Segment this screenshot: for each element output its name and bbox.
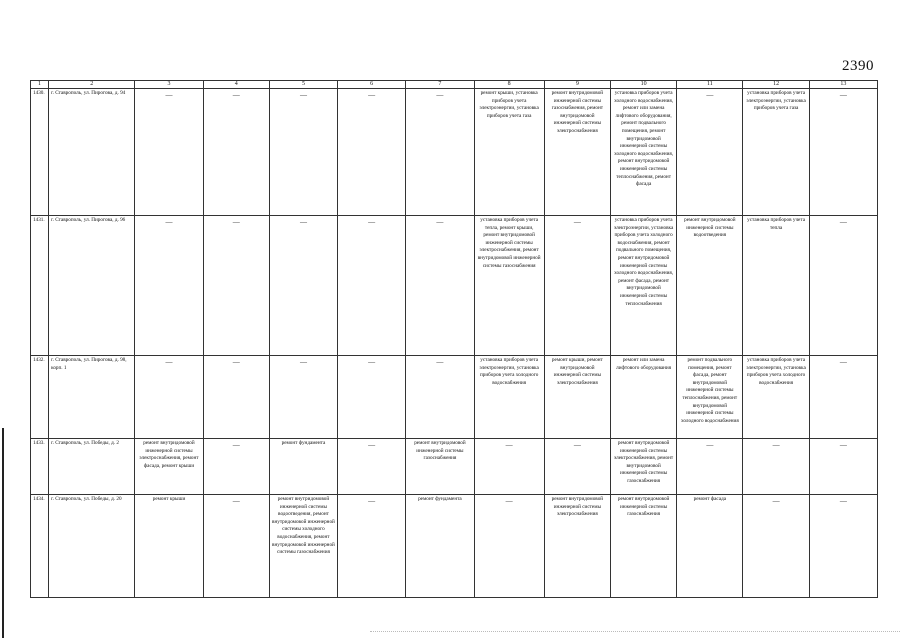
header-row xyxy=(31,81,878,89)
table-cell: — xyxy=(269,89,337,216)
table-cell: ремонт крыши, установка приборов учета электроэнергии, установка приборов учета газа xyxy=(474,89,544,216)
table-cell: — xyxy=(338,356,406,439)
row-number: 1430. xyxy=(31,89,49,216)
table-cell: установка приборов учета холодного водоснабжения, ремонт или замена лифтового оборудования, ремонт подвального помещения, ремонт внутридомовой инженерной системы холодного водоснабжения, ремонт внутридомовой инженерной системы теплоснабжения, ремонт фасада xyxy=(611,89,677,216)
table-cell: — xyxy=(203,89,269,216)
column-header: 13 xyxy=(809,81,877,89)
table-cell: — xyxy=(809,216,877,356)
table-cell: — xyxy=(135,356,203,439)
address-cell: г. Ставрополь, ул. Победы, д. 2 xyxy=(49,439,135,495)
table-row xyxy=(31,439,878,495)
table-cell: — xyxy=(203,216,269,356)
table-cell: ремонт фундамента xyxy=(269,439,337,495)
table-cell: ремонт внутридомовой инженерной системы газоснабжения xyxy=(611,495,677,598)
table-row xyxy=(31,216,878,356)
table-cell: — xyxy=(743,439,809,495)
table-cell: — xyxy=(135,216,203,356)
table-cell: — xyxy=(269,216,337,356)
table-cell: ремонт внутридомовой инженерной системы электроснабжения xyxy=(544,495,610,598)
table-cell: — xyxy=(544,439,610,495)
table-cell: установка приборов учета электроэнергии, установка приборов учета холодного водоснабжения xyxy=(743,356,809,439)
table-cell: установка приборов учета тепла xyxy=(743,216,809,356)
page-number: 2390 xyxy=(842,58,874,74)
table-cell: — xyxy=(474,495,544,598)
table-cell: — xyxy=(338,216,406,356)
row-number: 1432. xyxy=(31,356,49,439)
table-cell: — xyxy=(809,495,877,598)
table-cell: установка приборов учета электроэнергии, установка приборов учета газа xyxy=(743,89,809,216)
table-cell: — xyxy=(544,216,610,356)
table-cell: ремонт фасада xyxy=(677,495,743,598)
column-header: 12 xyxy=(743,81,809,89)
scan-noise xyxy=(370,631,900,634)
table-cell: — xyxy=(743,495,809,598)
address-cell: г. Ставрополь, ул. Пирогова, д. 96 xyxy=(49,216,135,356)
table-cell: — xyxy=(809,439,877,495)
table-cell: ремонт внутридомовой инженерной системы электроснабжения, ремонт внутридомовой инженерной системы газоснабжения xyxy=(611,439,677,495)
table-row xyxy=(31,495,878,598)
column-header: 10 xyxy=(611,81,677,89)
table-cell: — xyxy=(677,439,743,495)
column-header: 9 xyxy=(544,81,610,89)
column-header: 8 xyxy=(474,81,544,89)
table-cell: установка приборов учета электроэнергии, установка приборов учета холодного водоснабжения xyxy=(474,356,544,439)
column-header: 6 xyxy=(338,81,406,89)
table-cell: — xyxy=(677,89,743,216)
table-cell: — xyxy=(474,439,544,495)
table-row xyxy=(31,89,878,216)
column-header: 2 xyxy=(49,81,135,89)
row-number: 1431. xyxy=(31,216,49,356)
repair-schedule-table xyxy=(30,80,878,598)
row-number: 1433. xyxy=(31,439,49,495)
table-cell: — xyxy=(203,495,269,598)
table-cell: ремонт внутридомовой инженерной системы газоснабжения xyxy=(406,439,474,495)
table-cell: ремонт крыши, ремонт внутридомовой инженерной системы электроснабжения xyxy=(544,356,610,439)
table-cell: — xyxy=(338,495,406,598)
table-cell: ремонт внутридомовой инженерной системы водоотведения, ремонт внутридомовой инженерной системы холодного водоснабжения, ремонт внутридомовой инженерной системы газоснабжения xyxy=(269,495,337,598)
table-cell: ремонт подвального помещения, ремонт фасада, ремонт внутридомовой инженерной системы теплоснабжения, ремонт внутридомовой инженерной системы холодного водоснабжения xyxy=(677,356,743,439)
address-cell: г. Ставрополь, ул. Пирогова, д. 94 xyxy=(49,89,135,216)
table-cell: — xyxy=(203,356,269,439)
table-cell: ремонт внутридомовой инженерной системы электроснабжения, ремонт фасада, ремонт крыши xyxy=(135,439,203,495)
table-cell: ремонт фундамента xyxy=(406,495,474,598)
address-cell: г. Ставрополь, ул. Победы, д. 20 xyxy=(49,495,135,598)
table-cell: — xyxy=(203,439,269,495)
table-cell: — xyxy=(338,89,406,216)
table-cell: установка приборов учета электроэнергии, установка приборов учета холодного водоснабжения, ремонт подвального помещения, ремонт внутридомовой инженерной системы холодного водоснабжения, ремонт фасада, ремонт внутридомовой инженерной системы теплоснабжения xyxy=(611,216,677,356)
scan-margin-line xyxy=(2,428,4,638)
table-cell: — xyxy=(406,216,474,356)
table-cell: ремонт или замена лифтового оборудования xyxy=(611,356,677,439)
table-cell: — xyxy=(269,356,337,439)
table-cell: установка приборов учета тепла, ремонт крыши, ремонт внутридомовой инженерной системы электроснабжения, ремонт внутридомовой инженерной системы газоснабжения xyxy=(474,216,544,356)
table-cell: — xyxy=(135,89,203,216)
row-number: 1434. xyxy=(31,495,49,598)
table-cell: — xyxy=(809,356,877,439)
column-header: 1 xyxy=(31,81,49,89)
table-cell: — xyxy=(406,89,474,216)
column-header: 7 xyxy=(406,81,474,89)
table-cell: — xyxy=(406,356,474,439)
table-cell: ремонт внутридомовой инженерной системы газоснабжения, ремонт внутридомовой инженерной системы электроснабжения xyxy=(544,89,610,216)
column-header: 3 xyxy=(135,81,203,89)
table-cell: ремонт крыши xyxy=(135,495,203,598)
column-header: 4 xyxy=(203,81,269,89)
table-cell: — xyxy=(809,89,877,216)
table-cell: ремонт внутридомовой инженерной системы водоотведения xyxy=(677,216,743,356)
column-header: 5 xyxy=(269,81,337,89)
column-header: 11 xyxy=(677,81,743,89)
address-cell: г. Ставрополь, ул. Пирогова, д. 98, корп. 1 xyxy=(49,356,135,439)
table-row xyxy=(31,356,878,439)
table-cell: — xyxy=(338,439,406,495)
